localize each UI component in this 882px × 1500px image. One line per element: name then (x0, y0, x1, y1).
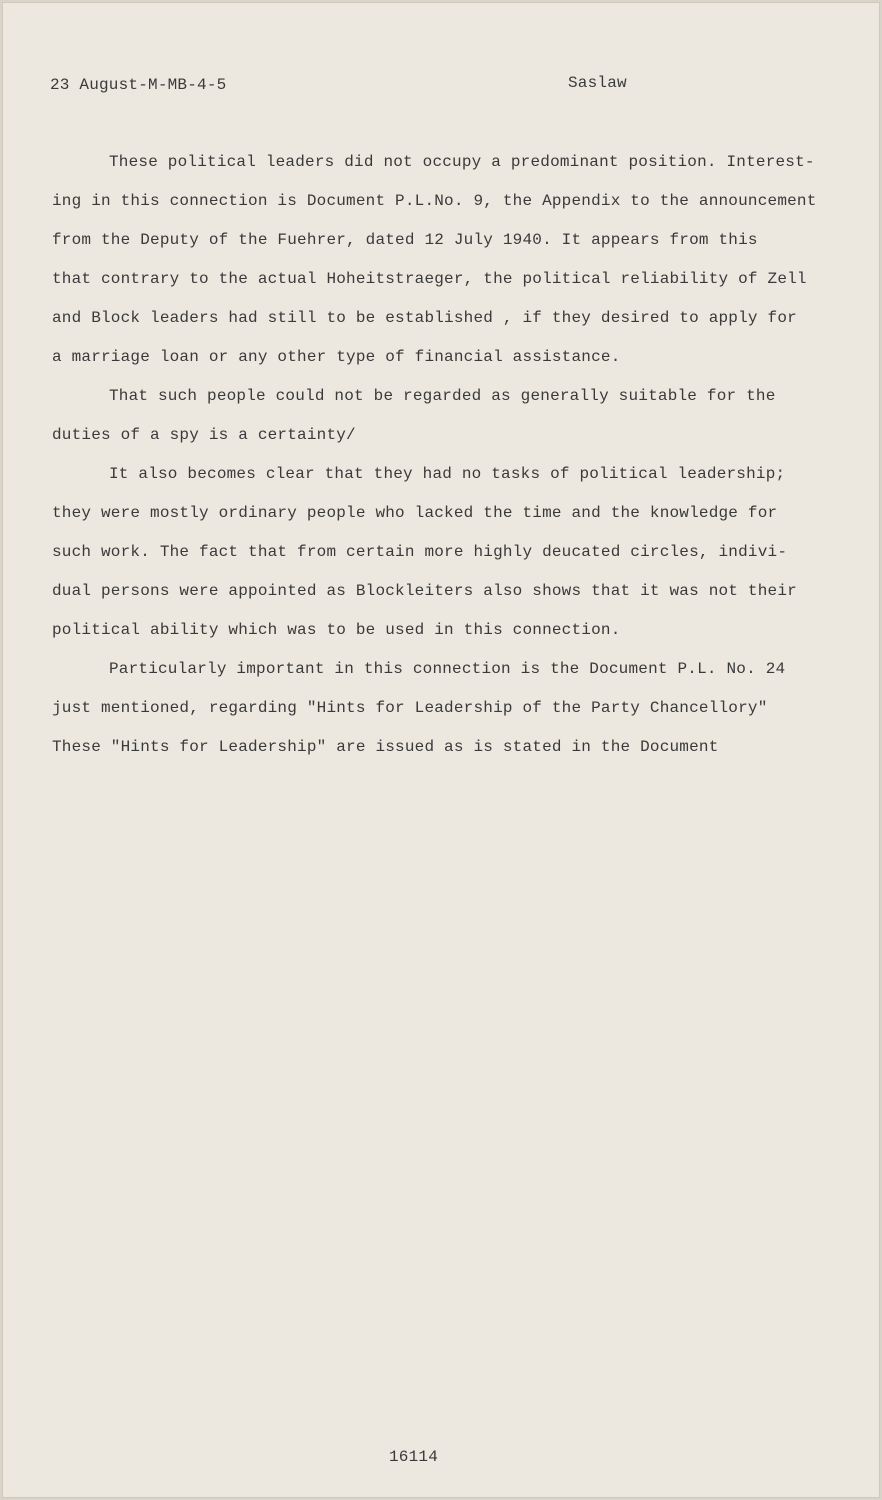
page-header-name: Saslaw (568, 74, 627, 92)
text-line: such work. The fact that from certain more highly deucated circles, indivi- (52, 543, 788, 561)
text-line: just mentioned, regarding "Hints for Leadership of the Party Chancellory" (52, 699, 768, 717)
page-header-reference: 23 August-M-MB-4-5 (50, 76, 227, 94)
paragraph-1 (52, 149, 832, 383)
text-line: ing in this connection is Document P.L.No. 9, the Appendix to the announcement (52, 192, 817, 210)
text-line: These "Hints for Leadership" are issued as is stated in the Document (52, 738, 719, 756)
document-page (2, 2, 880, 1498)
paragraph-4 (52, 656, 832, 773)
text-line: a marriage loan or any other type of financial assistance. (52, 348, 621, 366)
text-line: from the Deputy of the Fuehrer, dated 12 July 1940. It appears from this (52, 231, 758, 249)
text-line: duties of a spy is a certainty/ (52, 426, 356, 444)
text-line: and Block leaders had still to be established , if they desired to apply for (52, 309, 797, 327)
text-line: dual persons were appointed as Blockleiters also shows that it was not their (52, 582, 797, 600)
text-line: These political leaders did not occupy a predominant position. Interest- (109, 153, 815, 171)
text-line: that contrary to the actual Hoheitstraeger, the political reliability of Zell (52, 270, 807, 288)
paragraph-3 (52, 461, 832, 656)
text-line: Particularly important in this connection is the Document P.L. No. 24 (109, 660, 786, 678)
text-line: It also becomes clear that they had no tasks of political leadership; (109, 465, 786, 483)
page-number: 16114 (389, 1448, 439, 1466)
text-line: political ability which was to be used in this connection. (52, 621, 621, 639)
text-line: they were mostly ordinary people who lacked the time and the knowledge for (52, 504, 778, 522)
paragraph-2 (52, 383, 832, 461)
document-body (52, 149, 832, 773)
text-line: That such people could not be regarded as generally suitable for the (109, 387, 776, 405)
